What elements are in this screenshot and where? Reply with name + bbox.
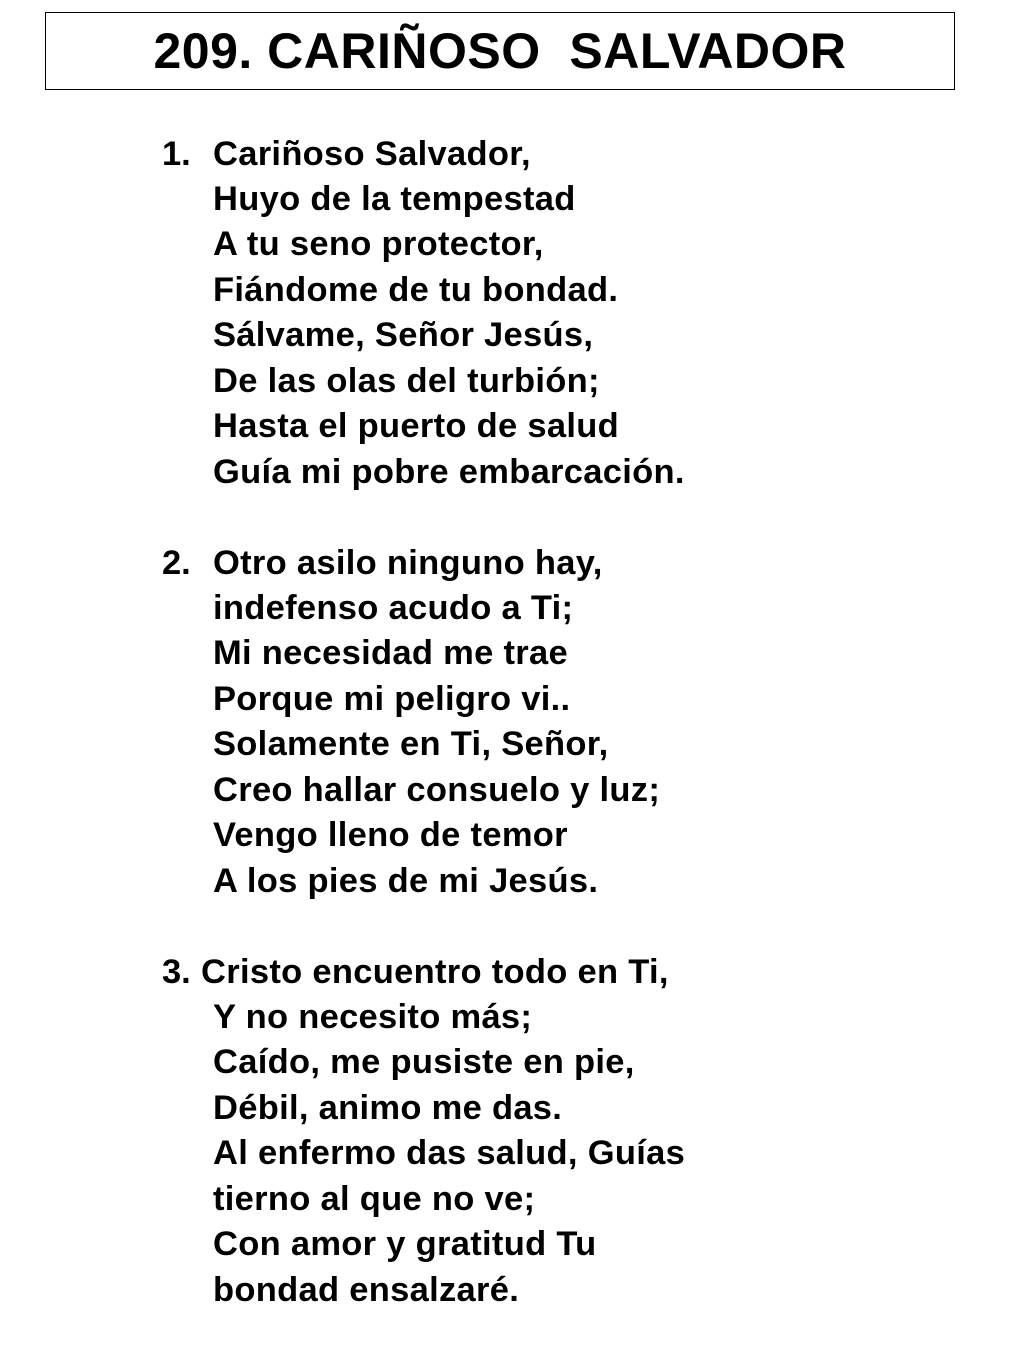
verse-1-line-7: Hasta el puerto de salud bbox=[213, 407, 619, 445]
verse-3-line-4: Débil, animo me das. bbox=[213, 1089, 563, 1127]
verse-3-number: 3. bbox=[162, 953, 191, 991]
title-box bbox=[45, 12, 955, 90]
verse-1-line-5: Sálvame, Señor Jesús, bbox=[213, 316, 594, 354]
verse-1-line-8: Guía mi pobre embarcación. bbox=[213, 453, 685, 491]
verse-3-line-2: Y no necesito más; bbox=[213, 998, 533, 1036]
verse-1-line-2: Huyo de la tempestad bbox=[213, 180, 576, 218]
verse-1-line-1: Cariñoso Salvador, bbox=[213, 135, 531, 173]
verse-3-line-1: Cristo encuentro todo en Ti, bbox=[201, 953, 669, 991]
page-title: 209. CARIÑOSO SALVADOR bbox=[153, 23, 847, 79]
verse-3-line-8: bondad ensalzaré. bbox=[213, 1271, 520, 1309]
verse-1-line-6: De las olas del turbión; bbox=[213, 362, 600, 400]
verse-1-line-3: A tu seno protector, bbox=[213, 225, 544, 263]
verse-2-line-5: Solamente en Ti, Señor, bbox=[213, 725, 609, 763]
verse-2-line-1: Otro asilo ninguno hay, bbox=[213, 544, 603, 582]
verse-2-line-3: Mi necesidad me trae bbox=[213, 634, 568, 672]
verse-2-line-7: Vengo lleno de temor bbox=[213, 816, 568, 854]
verse-2-line-4: Porque mi peligro vi.. bbox=[213, 680, 571, 718]
verse-2-line-2: indefenso acudo a Ti; bbox=[213, 589, 574, 627]
verse-1-number: 1. bbox=[162, 135, 191, 173]
verse-3-line-7: Con amor y gratitud Tu bbox=[213, 1225, 597, 1263]
verse-2-number: 2. bbox=[162, 544, 191, 582]
verse-3-line-3: Caído, me pusiste en pie, bbox=[213, 1043, 635, 1081]
verse-3-line-5: Al enfermo das salud, Guías bbox=[213, 1134, 686, 1172]
verse-3-line-6: tierno al que no ve; bbox=[213, 1180, 536, 1218]
verse-2-line-8: A los pies de mi Jesús. bbox=[213, 862, 599, 900]
verse-1-line-4: Fiándome de tu bondad. bbox=[213, 271, 619, 309]
verse-2-line-6: Creo hallar consuelo y luz; bbox=[213, 771, 661, 809]
